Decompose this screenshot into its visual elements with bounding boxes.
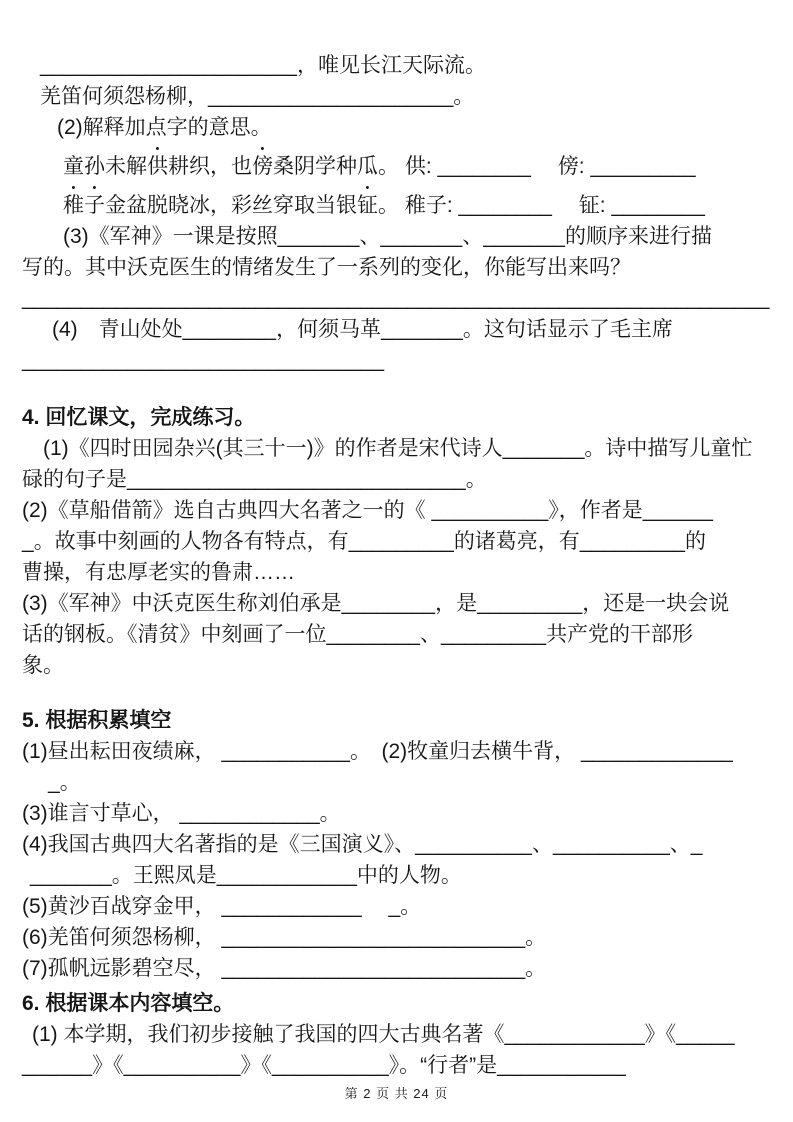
text-segment: 曹操，有忠厚老实的鲁肃…… <box>22 561 295 584</box>
text-segment: (6)羌笛何须怨杨柳， <box>22 926 222 949</box>
q4-2 <box>22 495 777 526</box>
text-segment: (2)解释加点字的意思。 <box>57 116 272 139</box>
text-segment: 话的钢板。《清贫》中刻画了一位 <box>22 623 327 646</box>
text-segment: 。 <box>400 895 422 918</box>
fill-in-blank: _______ <box>483 225 565 248</box>
text-segment: 、 <box>359 225 381 248</box>
emphasis-dotted-char: 稚子 <box>63 194 105 217</box>
sub-question-3-wrap <box>22 252 777 283</box>
q6-1-wrap <box>22 1050 777 1081</box>
fill-in-blank: _____ <box>676 1023 735 1046</box>
text-segment: (7)孤帆远影碧空尽， <box>22 957 222 980</box>
emphasis-dotted-char: 供 <box>147 155 168 178</box>
fill-in-blank: __________ <box>552 833 670 856</box>
q4-1-wrap <box>22 464 777 495</box>
text-segment: 》《 <box>92 1054 124 1077</box>
fill-in-blank: _____________________ <box>208 85 454 108</box>
fill-in-blank: _______ <box>380 225 463 248</box>
text-segment: 。 <box>525 957 547 980</box>
text-segment: 的诸葛亮，有 <box>453 530 580 553</box>
q5-6 <box>22 922 777 953</box>
fill-in-blank: _________ <box>579 530 685 553</box>
fill-in-blank: _________ <box>440 623 547 646</box>
fill-in-blank: __________ <box>431 499 549 522</box>
answer-line <box>22 283 777 314</box>
text-segment: 中的人物。 <box>356 864 462 887</box>
fill-in-blank: _________ <box>590 155 696 178</box>
text-segment: 4. 回忆课文，完成练习。 <box>22 406 256 429</box>
text-segment: 金盆脱晓冰，彩丝穿取当银 <box>105 194 357 217</box>
text-segment: 。 <box>465 468 487 491</box>
fill-in-blank: _____________ <box>580 740 733 763</box>
fill-in-blank: ________ <box>458 194 552 217</box>
text-segment: 童孙未解 <box>63 155 147 178</box>
text-segment: (1) 本学期，我们初步接触了我国的四大古典名著《 <box>32 1023 505 1046</box>
dotted-sentence-tongsun <box>22 143 777 182</box>
fill-in-blank: ________ <box>437 155 531 178</box>
fill-in-blank: __________________________ <box>221 957 526 980</box>
fill-in-blank: _________ <box>348 530 454 553</box>
text-segment: 钲: <box>551 194 612 217</box>
text-segment <box>362 895 389 918</box>
text-segment: 5. 根据积累填空 <box>22 709 172 732</box>
fill-in-blank: _ <box>22 530 34 553</box>
text-segment: 。 <box>59 771 81 794</box>
fill-in-blank: _ <box>690 833 703 856</box>
text-segment: (1)《四时田园杂兴(其三十一)》的作者是宋代诗人 <box>43 437 503 460</box>
text-segment: 耕织，也 <box>168 155 252 178</box>
q6-1 <box>22 1019 777 1050</box>
text-segment: (4) 青山处处 <box>52 318 183 341</box>
q4-3-wrap2 <box>22 650 777 681</box>
section-6-heading <box>22 988 777 1019</box>
text-segment: (5)黄沙百战穿金甲， <box>22 895 222 918</box>
fill-in-blank: ______ <box>22 1054 93 1077</box>
answer-line <box>22 345 777 376</box>
q5-4-wrap <box>22 860 777 891</box>
fill-in-blank: _ <box>388 895 401 918</box>
text-segment: 。 <box>453 85 475 108</box>
sub-question-3 <box>22 221 777 252</box>
fill-in-blank: _________ <box>477 592 583 615</box>
worksheet-page <box>22 50 777 1081</box>
sub-question-4 <box>22 314 777 345</box>
emphasis-dotted-char: 钲 <box>357 194 378 217</box>
poem-line-qiangdi <box>22 81 777 112</box>
fill-in-blank: ____________ <box>179 802 320 825</box>
fill-in-blank: ______________________ <box>40 54 297 77</box>
fill-in-blank: ____________ <box>221 895 362 918</box>
text-segment: ，是 <box>435 592 478 615</box>
text-segment: 、 <box>669 833 691 856</box>
text-segment: 。王熙凤是 <box>111 864 217 887</box>
text-segment: 、 <box>419 623 441 646</box>
fill-in-blank: _____________________________ <box>127 468 466 491</box>
text-segment: ，还是一块会说 <box>582 592 730 615</box>
q5-7 <box>22 953 777 984</box>
fill-in-blank: ________ <box>326 623 420 646</box>
fill-in-blank: ________________________________________________________________ <box>22 287 770 310</box>
text-segment: 。 <box>319 802 341 825</box>
q4-3-wrap <box>22 619 777 650</box>
text-segment: 羌笛何须怨杨柳， <box>40 85 208 108</box>
text-segment: 共产党的干部形 <box>546 623 694 646</box>
text-segment: (1)昼出耘田夜绩麻， <box>22 740 222 763</box>
q4-3 <box>22 588 777 619</box>
text-segment: (2)《草船借箭》选自古典四大名著之一的《 <box>22 499 432 522</box>
text-segment: 。 <box>525 926 547 949</box>
fill-in-blank: __________ <box>415 833 532 856</box>
fill-in-blank: _______ <box>277 225 360 248</box>
sub-question-2 <box>22 112 777 143</box>
fill-in-blank: ________ <box>182 318 277 341</box>
fill-in-blank: __________________________ <box>221 926 526 949</box>
text-segment: 。故事中刻画的人物各有特点，有 <box>33 530 349 553</box>
q5-3 <box>22 798 777 829</box>
text-segment: 》。“行者”是 <box>388 1054 498 1077</box>
text-segment: 。这句话显示了毛主席 <box>462 318 673 341</box>
text-segment: 傍: <box>530 155 591 178</box>
text-segment: ，何须马革 <box>276 318 382 341</box>
poem-line-blank-weijian <box>22 50 777 81</box>
fill-in-blank: _______ <box>30 864 112 887</box>
emphasis-dotted-char: 傍 <box>252 155 273 178</box>
document-body <box>22 50 777 1081</box>
text-segment: (3)《军神》一课是按照 <box>63 225 278 248</box>
text-segment: 。 稚子: <box>378 194 459 217</box>
q4-2-wrap <box>22 526 777 557</box>
section-4-heading <box>22 402 777 433</box>
fill-in-blank: ________ <box>341 592 436 615</box>
page-number: 第 2 页 共 24 页 <box>344 1086 449 1101</box>
text-segment: (3)《军神》中沃克医生称刘伯承是 <box>22 592 342 615</box>
text-segment: 。诗中描写儿童忙 <box>584 437 753 460</box>
text-segment: (3)谁言寸草心， <box>22 802 180 825</box>
fill-in-blank: __________ <box>123 1054 241 1077</box>
text-segment: 桑阴学种瓜。 供: <box>273 155 438 178</box>
fill-in-blank: _ <box>48 771 60 794</box>
fill-in-blank: ______ <box>642 499 713 522</box>
text-segment: 、 <box>531 833 553 856</box>
q4-1 <box>22 433 777 464</box>
text-segment: 》，作者是 <box>548 499 643 522</box>
text-segment: 碌的句子是 <box>22 468 127 491</box>
q4-2-wrap2 <box>22 557 777 588</box>
text-segment: 的 <box>684 530 706 553</box>
q5-5 <box>22 891 777 922</box>
fill-in-blank: ___________ <box>497 1054 626 1077</box>
text-segment: 象。 <box>22 654 64 677</box>
text-segment: 写的。其中沃克医生的情绪发生了一系列的变化，你能写出来吗？ <box>22 256 631 279</box>
section-5-heading <box>22 705 777 736</box>
q5-1-2 <box>22 736 777 767</box>
text-segment: 6. 根据课本内容填空。 <box>22 992 235 1015</box>
text-segment: 、 <box>462 225 484 248</box>
text-segment: 的顺序来进行描 <box>564 225 712 248</box>
fill-in-blank: _______________________________ <box>22 349 385 372</box>
text-segment: 》《 <box>240 1054 272 1077</box>
text-segment: 。 (2)牧童归去横牛背， <box>349 740 581 763</box>
dotted-sentence-zhizi <box>22 182 777 221</box>
fill-in-blank: ____________ <box>216 864 357 887</box>
fill-in-blank: ____________ <box>504 1023 645 1046</box>
q5-4 <box>22 829 777 860</box>
q5-2-wrap <box>22 767 777 798</box>
fill-in-blank: __________ <box>271 1054 389 1077</box>
fill-in-blank: ___________ <box>221 740 350 763</box>
text-segment: ，唯见长江天际流。 <box>296 54 486 77</box>
text-segment: 》《 <box>644 1023 677 1046</box>
fill-in-blank: _______ <box>502 437 585 460</box>
fill-in-blank: _______ <box>381 318 463 341</box>
text-segment: (4)我国古典四大名著指的是《三国演义》、 <box>22 833 416 856</box>
fill-in-blank: ________ <box>611 194 705 217</box>
